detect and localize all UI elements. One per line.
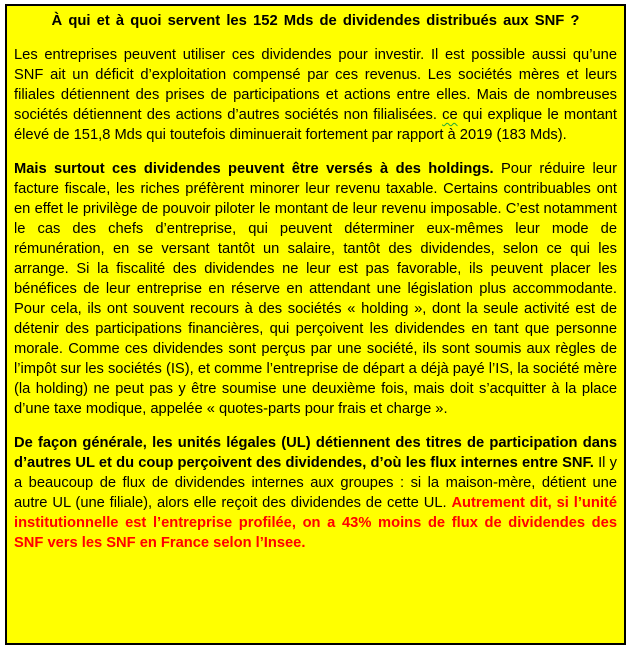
- paragraphs-container: [14, 45, 617, 553]
- paragraph: [14, 433, 617, 553]
- yellow-text-box: [5, 4, 626, 645]
- grammar-flagged-word: ce: [442, 107, 458, 123]
- text-run-normal: Les entreprises peuvent utiliser ces dividendes pour investir. Il est possible aussi qu’une SNF ait un déficit d’exploitation compensé par ces revenus. Les sociétés mères et leurs filiales détiennent des prises de participations et actions entre elles. Mais de nombreuses sociétés détiennent des actions d’autres sociétés non filialisées.: [14, 47, 617, 123]
- text-run-bold-red: Autrement dit, si l’unité institutionnelle est l’entreprise profilée, on a 43% moins de flux de dividendes des SNF vers les SNF en France selon l’Insee.: [14, 495, 617, 551]
- text-run-bold: Mais surtout ces dividendes peuvent être versés à des holdings.: [14, 161, 494, 177]
- paragraph: [14, 159, 617, 419]
- text-run-normal: Pour réduire leur facture fiscale, les riches préfèrent minorer leur revenu taxable. Certains contribuables ont en effet le privilège de pouvoir piloter le montant de leur revenu imposable. C’est notamment le cas des chefs d’entreprise, qui peuvent déterminer eux-mêmes leur mode de rémunération, en se versant tantôt un salaire, tantôt des dividendes, selon ce qui les arrange. Si la fiscalité des dividendes ne leur est pas favorable, ils peuvent placer les bénéfices de leur entreprise en réserve en attendant une législation plus accommodante. Pour cela, ils ont souvent recours à des sociétés « holding », dont la seule activité est de détenir des participations financières, qui perçoivent les dividendes en tant que personne morale. Comme ces dividendes sont perçus par une société, ils sont soumis aux règles de l’impôt sur les sociétés (IS), et comme l’entreprise de départ a déjà payé l’IS, la société mère (la holding) ne peut pas y être soumise une deuxième fois, mais doit s’acquitter à la place d’une taxe modique, appelée « quotes-parts pour frais et charge ».: [14, 161, 617, 417]
- text-run-bold: De façon générale, les unités légales (UL) détiennent des titres de participation dans d’autres UL et du coup perçoivent des dividendes, d’où les flux internes entre SNF.: [14, 435, 617, 471]
- document-title: À qui et à quoi servent les 152 Mds de dividendes distribués aux SNF ?: [51, 13, 580, 29]
- paragraph: [14, 45, 617, 145]
- text-run-normal: Il y a beaucoup de flux de dividendes internes aux groupes : si la maison-mère, détient une autre UL (une filiale), alors elle reçoit des dividendes de cette UL.: [14, 455, 617, 511]
- text-run-normal: qui explique le montant élevé de 151,8 Mds qui toutefois diminuerait fortement par rapport à 2019 (183 Mds).: [14, 107, 618, 143]
